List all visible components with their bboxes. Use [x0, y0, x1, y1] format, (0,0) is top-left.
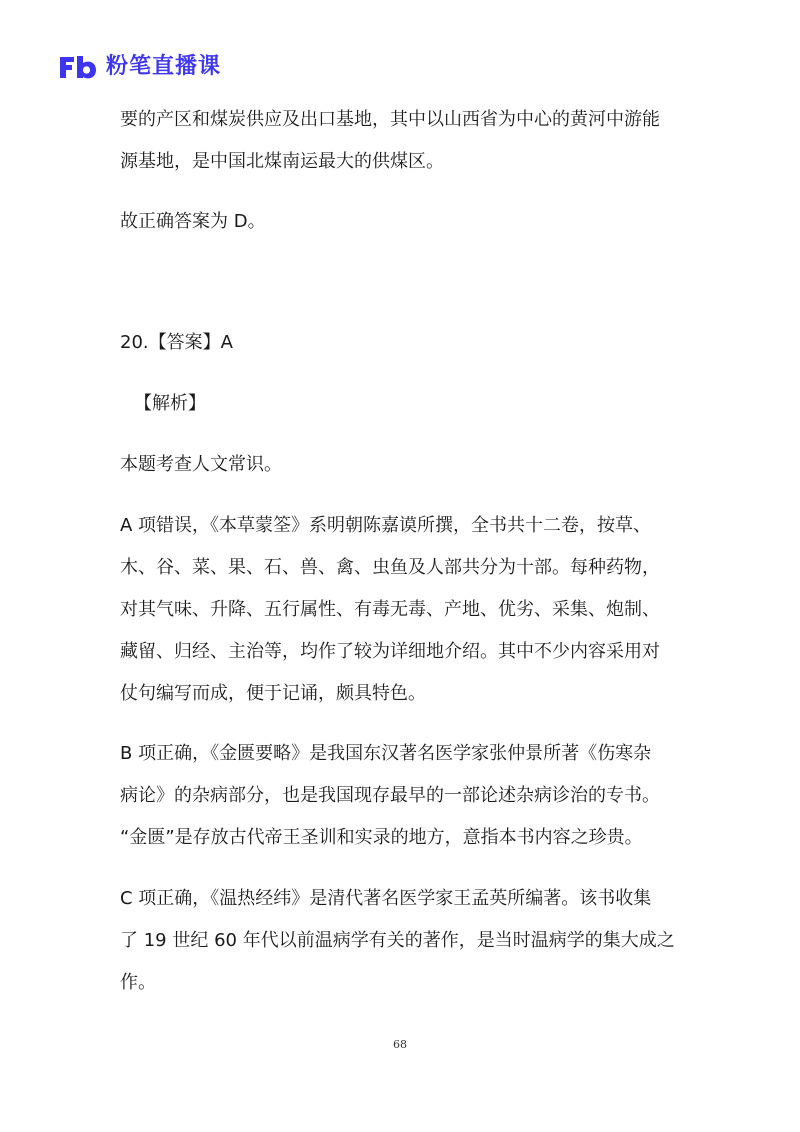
option-c-line-3: 作。	[120, 972, 156, 993]
brand-name: 粉笔直播课	[106, 54, 222, 79]
option-b-line-3: “金匮”是存放古代帝王圣训和实录的地方，意指本书内容之珍贵。	[120, 827, 643, 848]
analysis-intro: 本题考查人文常识。	[120, 454, 282, 475]
conclusion-text: 故正确答案为 D。	[120, 211, 266, 232]
option-a-line-2: 木、谷、菜、果、石、兽、禽、虫鱼及人部共分为十部。每种药物，	[120, 557, 660, 578]
option-c-line-1: C 项正确，《温热经纬》是清代著名医学家王孟英所编著。该书收集	[120, 888, 652, 909]
page-number: 68	[393, 1038, 407, 1051]
option-b-line-2: 病论》的杂病部分，也是我国现存最早的一部论述杂病诊治的专书。	[120, 785, 660, 806]
option-c-line-2: 了 19 世纪 60 年代以前温病学有关的著作，是当时温病学的集大成之	[120, 930, 675, 951]
fb-logo-icon	[58, 54, 98, 80]
option-a-line-3: 对其气味、升降、五行属性、有毒无毒、产地、优劣、采集、炮制、	[120, 599, 660, 620]
option-a-line-1: A 项错误，《本草蒙筌》系明朝陈嘉谟所撰，全书共十二卷，按草、	[120, 515, 652, 536]
continuation-line-1: 要的产区和煤炭供应及出口基地，其中以山西省为中心的黄河中游能	[120, 109, 660, 130]
continuation-line-2: 源基地，是中国北煤南运最大的供煤区。	[120, 151, 444, 172]
answer-heading: 20.【答案】A	[120, 332, 233, 353]
page-header	[58, 52, 221, 82]
analysis-heading: 【解析】	[134, 393, 206, 414]
option-a-line-5: 仗句编写而成，便于记诵，颇具特色。	[120, 683, 426, 704]
option-a-line-4: 藏留、归经、主治等，均作了较为详细地介绍。其中不少内容采用对	[120, 641, 660, 662]
option-b-line-1: B 项正确，《金匮要略》是我国东汉著名医学家张仲景所著《伤寒杂	[120, 743, 652, 764]
